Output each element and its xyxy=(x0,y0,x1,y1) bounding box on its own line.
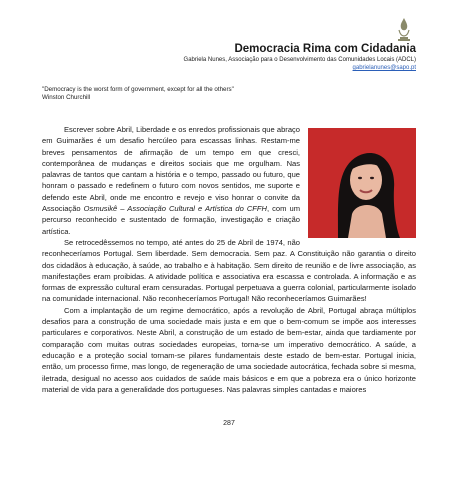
article-header xyxy=(184,42,416,72)
paragraph-1-end: , com um percurso reconhecido e sustentado de formação, investigação e criação artística. xyxy=(42,204,300,236)
epigraph-text: "Democracy is the worst form of government, except for all the others" xyxy=(42,86,234,93)
page-number: 287 xyxy=(223,420,235,427)
author-affiliation: Gabriela Nunes, Associação para o Desenvolvimento das Comunidades Locais (ADCL) xyxy=(183,57,416,63)
paragraph-3: Com a implantação de um regime democrático, após a revolução de Abril, Portugal abraça múltiplos desafios para a construção de uma sociedade mais justa e em que o bem-comum se impõe aos interesses particulares e corporativos. Neste Abril, a construção de um estado de bem-estar, ainda que tardiamente por comparação com muitas outras sociedades europeias, torna-se um imperativo democrático. A saúde, a educação e a proteção social tornam-se pilares fundamentais deste estado de bem-estar. Portugal inicia, então, um processo firme, mas longo, de regeneração de uma sociedade autocrática, fechada sobre si mesma, iletrada, desigual no acesso aos cuidados de saúde mais básicos e em que a pobreza era o único horizonte material de vida para a generalidade dos portugueses. Nas palavras simples cantadas e maiores xyxy=(42,305,416,394)
association-name: Osmusikê – Associação Cultural e Artística do CFFH xyxy=(83,204,267,214)
portrait-drawing xyxy=(308,128,416,238)
author-email-link[interactable]: gabrielanunes@sapo.pt xyxy=(352,65,416,71)
article-title: Democracia Rima com Cidadania xyxy=(234,43,416,55)
paragraph-2: Se retrocedêssemos no tempo, até antes do 25 de Abril de 1974, não reconheceríamos Portugal. Sem liberdade. Sem democracia. Sem paz. A Constituição não garantia o direito dos cidadãos à educação, à saúde, ao trabalho e à habitação. Sem direito de reunião e de livre associação, as manifestações eram proibidas. A atividade política e associativa era escassa e controlada. A informação e as formas de expressão cultural eram censuradas. Portugal perpetuava a guerra colonial, particularmente isolado na comunidade internacional. Não reconheceríamos Portugal! Não reconheceríamos Guimarães! xyxy=(42,237,416,304)
epigraph xyxy=(42,86,234,102)
emblem-icon xyxy=(394,16,414,42)
epigraph-source: Winston Churchill xyxy=(42,94,91,101)
article-body xyxy=(42,124,416,395)
author-portrait xyxy=(308,128,416,238)
paragraph-1-text: Escrever sobre Abril, Liberdade e os enredos profissionais que abraço em Guimarães é um desafio hercúleo para escassas linhas. Restam-me breves pensamentos de afirmação de um tempo em que cresci, contemporânea de mudanças e direitos sociais que me orgulham. Nas palavras de tantos que cantam a história e o tempo, passado ou futuro, que honram o passado e redefinem o futuro com novos sentidos, me suporte e defendo este Abril, onde me encontro e revejo e viso honrar o convite da Associação xyxy=(42,125,300,214)
